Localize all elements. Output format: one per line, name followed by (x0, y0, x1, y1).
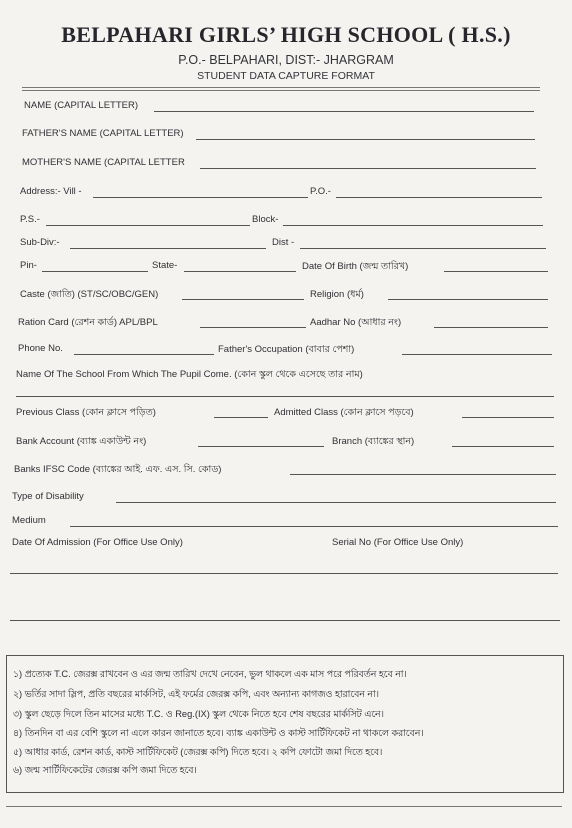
ifsc-field-line[interactable] (290, 474, 556, 475)
dob-field-line[interactable] (444, 271, 548, 272)
father-occupation-label: Father's Occupation (বাবার পেশা) (218, 344, 355, 355)
school-name: BELPAHARI GIRLS’ HIGH SCHOOL ( H.S.) (61, 22, 511, 47)
po-field-line[interactable] (336, 197, 542, 198)
footer-divider (6, 806, 562, 807)
medium-label: Medium (12, 515, 46, 526)
religion-label: Religion (ধর্ম) (310, 289, 364, 300)
form-title: STUDENT DATA CAPTURE FORMAT (197, 70, 375, 82)
caste-field-line[interactable] (182, 299, 304, 300)
block-field-line[interactable] (283, 225, 543, 226)
father-occupation-field-line[interactable] (402, 354, 552, 355)
father-name-field-line[interactable] (196, 139, 535, 140)
dist-field-line[interactable] (300, 248, 546, 249)
pin-field-line[interactable] (42, 271, 148, 272)
dob-label: Date Of Birth (জন্ম তারিখ) (302, 261, 409, 272)
pin-label: Pin- (20, 260, 37, 271)
admitted-class-label: Admitted Class (কোন ক্লাসে পড়বে) (274, 407, 414, 418)
admitted-class-field-line[interactable] (462, 417, 554, 418)
medium-field-line[interactable] (70, 526, 558, 527)
header-divider (22, 87, 540, 88)
ifsc-label: Banks IFSC Code (ব্যাঙ্কের আই. এফ. এস. সি. কোড) (14, 464, 222, 475)
prev-school-field-line[interactable] (16, 396, 554, 397)
aadhar-field-line[interactable] (434, 327, 548, 328)
instructions-box (6, 655, 564, 793)
instruction-item: ৩) স্কুল ছেড়ে দিলে তিন মাসের মধ্যে T.C. ও Reg.(IX) স্কুল থেকে নিতে হবে শেষ বছরের মার্কসিট এনে। (13, 709, 384, 719)
state-label: State- (152, 260, 178, 271)
prev-class-field-line[interactable] (214, 417, 268, 418)
sub-div-field-line[interactable] (70, 248, 266, 249)
ration-card-label: Ration Card (রেশন কার্ড) APL/BPL (18, 317, 158, 328)
branch-label: Branch (ব্যাঙ্কের স্থান) (332, 436, 415, 447)
name-field-line[interactable] (154, 111, 534, 112)
instruction-item: ৬) জন্ম সার্টিফিকেটের জেরক্স কপি জমা দিতে হবে। (13, 765, 197, 775)
block-label: Block- (252, 214, 279, 225)
religion-field-line[interactable] (388, 299, 548, 300)
instruction-item: ২) ভর্তির সাদা স্লিপ, প্রতি বছরের মার্কসিট, এই ফর্মের জেরক্স কপি, এবং অন্যান্য কাগজও হারাবেন না। (13, 689, 379, 699)
father-name-label: FATHER'S NAME (CAPITAL LETTER) (22, 128, 184, 139)
po-label: P.O.- (310, 186, 331, 197)
serial-no-label: Serial No (For Office Use Only) (332, 537, 464, 548)
address-vill-field-line[interactable] (93, 197, 308, 198)
instruction-item: ৪) তিনদিন বা এর বেশি স্কুলে না এলে কারন জানাতে হবে। ব্যাঙ্ক একাউন্ট ও কাস্ট সার্টিফিকেট না থাকলে করাবেন। (13, 728, 424, 738)
bank-account-label: Bank Account (ব্যাঙ্ক একাউন্ট নং) (16, 436, 147, 447)
phone-label: Phone No. (18, 343, 63, 354)
header-divider-2 (22, 90, 540, 91)
address-vill-label: Address:- Vill - (20, 186, 82, 197)
caste-label: Caste (জাতি) (ST/SC/OBC/GEN) (20, 289, 159, 300)
aadhar-label: Aadhar No (আধার নং) (310, 317, 402, 328)
state-field-line[interactable] (184, 271, 296, 272)
ps-field-line[interactable] (46, 225, 250, 226)
prev-class-label: Previous Class (কোন ক্লাসে পড়িত) (16, 407, 156, 418)
ps-label: P.S.- (20, 214, 40, 225)
disability-label: Type of Disability (12, 491, 84, 502)
school-address: P.O.- BELPAHARI, DIST:- JHARGRAM (178, 53, 394, 67)
bank-account-field-line[interactable] (198, 446, 324, 447)
sub-div-label: Sub-Div:- (20, 237, 60, 248)
mother-name-field-line[interactable] (200, 168, 536, 169)
dist-label: Dist - (272, 237, 295, 248)
office-use-line-2[interactable] (10, 620, 560, 621)
instruction-item: ১) প্রত্যেক T.C. জেরক্স রাখবেন ও এর জন্ম তারিখ দেখে নেবেন, ভুল থাকলে এক মাস পরে পরিবর্তন হবে না। (13, 669, 407, 679)
office-use-line-1[interactable] (10, 573, 558, 574)
ration-card-field-line[interactable] (200, 327, 306, 328)
date-admission-label: Date Of Admission (For Office Use Only) (12, 537, 183, 548)
phone-field-line[interactable] (74, 354, 214, 355)
instruction-item: ৫) আধার কার্ড, রেশন কার্ড, কাস্ট সার্টিফিকেট (জেরক্স কপি) দিতে হবে। ২ কপি ফোটো জমা দিতে হবে। (13, 747, 383, 757)
disability-field-line[interactable] (116, 502, 556, 503)
branch-field-line[interactable] (452, 446, 554, 447)
prev-school-label: Name Of The School From Which The Pupil Come. (কোন স্কুল থেকে এসেছে তার নাম) (16, 369, 363, 380)
name-label: NAME (CAPITAL LETTER) (24, 100, 139, 111)
mother-name-label: MOTHER'S NAME (CAPITAL LETTER (22, 157, 185, 168)
